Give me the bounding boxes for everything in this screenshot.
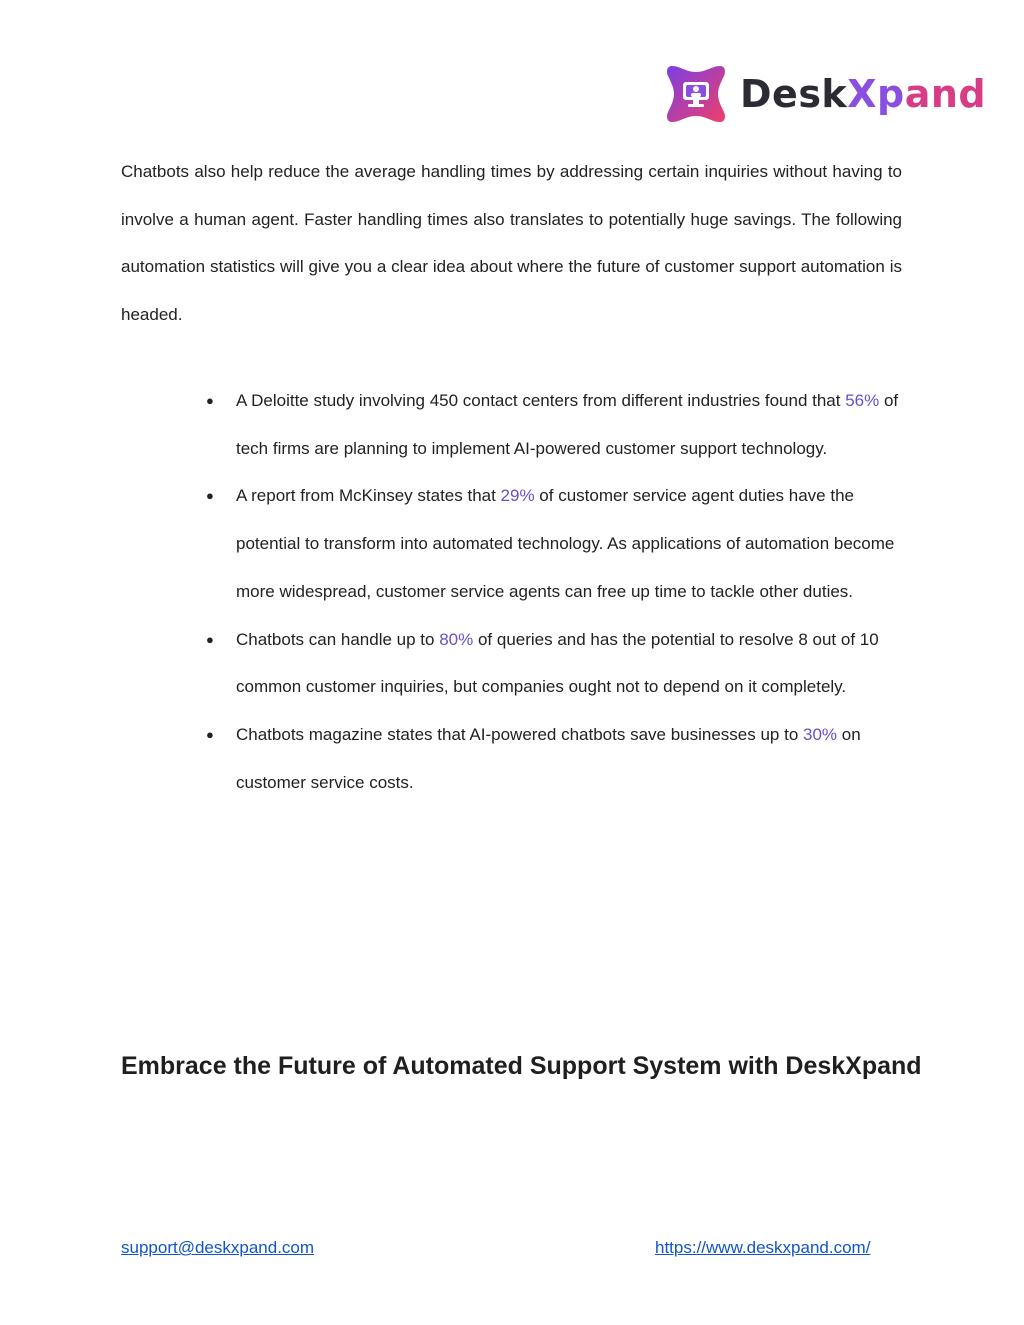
bullet-icon: ● [206, 488, 214, 504]
support-email-link[interactable]: support@deskxpand.com [121, 1238, 315, 1257]
section-heading: Embrace the Future of Automated Support System with DeskXpand [121, 1052, 922, 1080]
list-item [206, 472, 906, 615]
deskxpand-logo [664, 60, 986, 128]
bullet-text: A report from McKinsey states that [236, 486, 501, 506]
stat-highlight: 56% [845, 391, 880, 410]
logo-wordmark [740, 72, 986, 116]
bullet-text: on customer service costs. [236, 724, 861, 792]
bullet-text: Chatbots magazine states that AI-powered chatbots save businesses up to [236, 724, 804, 744]
list-item [206, 616, 906, 711]
website-link[interactable]: https://www.deskxpand.com/ [655, 1238, 871, 1257]
bullet-text: of queries and has the potential to resolve 8 out of 10 common customer inquiries, but companies ought not to depend on it completely. [236, 629, 879, 697]
intro-paragraph: Chatbots also help reduce the average handling times by addressing certain inquiries without having to involve a human agent. Faster handling times also translates to potentially huge savings. The following automation statistics will give you a clear idea about where the future of customer support automation is headed. [121, 162, 902, 325]
logo-text-desk: Desk [740, 72, 848, 116]
logo-text-and: and [904, 72, 987, 116]
bullet-icon: ● [206, 393, 214, 408]
list-item [206, 377, 906, 472]
bullet-text: of tech firms are planning to implement AI-powered customer support technology. [236, 391, 899, 458]
stat-highlight: 29% [500, 486, 535, 506]
bullet-icon: ● [206, 726, 214, 742]
list-item [206, 711, 906, 806]
bullet-icon: ● [206, 631, 214, 647]
bullet-text: Chatbots can handle up to [236, 629, 440, 649]
stat-highlight: 80% [439, 629, 474, 649]
stat-highlight: 30% [803, 724, 838, 744]
logo-mark-icon [664, 62, 728, 126]
bullet-text: A Deloitte study involving 450 contact centers from different industries found that [236, 391, 846, 410]
logo-text-xp: Xp [847, 72, 905, 116]
statistics-list [206, 377, 906, 806]
bullet-text: of customer service agent duties have the potential to transform into automated technology. As applications of automation become more widespread, customer service agents can free up time to tackle other duties. [236, 486, 895, 601]
